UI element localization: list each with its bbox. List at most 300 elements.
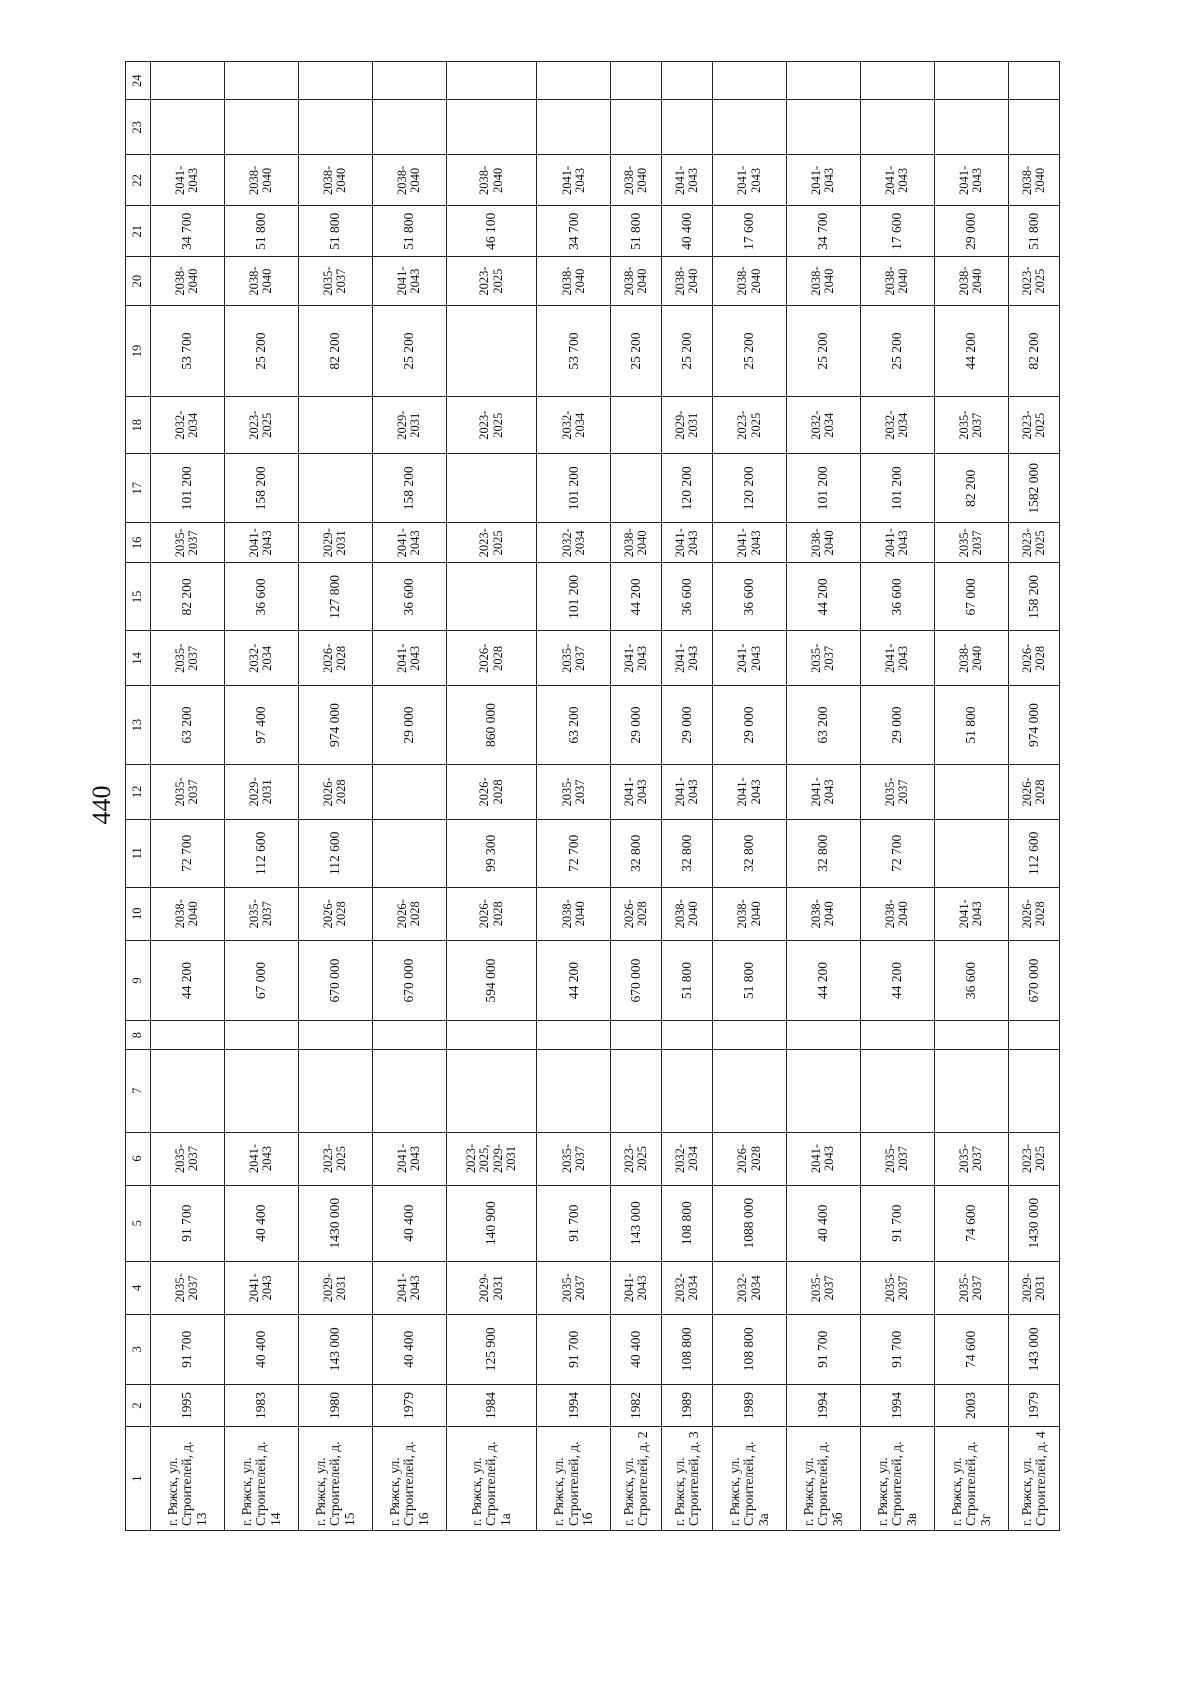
table-cell: 1984 bbox=[446, 1384, 536, 1426]
table-cell bbox=[611, 454, 662, 523]
address-cell: г. Ряжск, ул. Строителей, д. 13 bbox=[151, 1427, 225, 1531]
table-cell bbox=[934, 1021, 1008, 1050]
table-cell bbox=[151, 1021, 225, 1050]
table-cell: 99 300 bbox=[446, 819, 536, 887]
table-cell: 2038-2040 bbox=[860, 887, 934, 940]
table-cell: 2041-2043 bbox=[787, 764, 861, 819]
table-cell: 101 200 bbox=[860, 454, 934, 523]
table-cell: 1430 000 bbox=[298, 1185, 372, 1261]
table-cell bbox=[1008, 1021, 1059, 1050]
address-cell: г. Ряжск, ул. Строителей, д. 14 bbox=[224, 1427, 298, 1531]
table-cell: 2026-2028 bbox=[298, 887, 372, 940]
table-cell: 44 200 bbox=[537, 940, 611, 1021]
table-row bbox=[662, 62, 713, 1531]
table-cell: 1430 000 bbox=[1008, 1185, 1059, 1261]
table-cell bbox=[1008, 1049, 1059, 1132]
table-cell: 2041-2043 bbox=[934, 887, 1008, 940]
table-cell: 2035-2037 bbox=[537, 1261, 611, 1314]
table-cell bbox=[537, 1049, 611, 1132]
table-cell: 72 700 bbox=[860, 819, 934, 887]
table-cell: 2023-2025 bbox=[224, 397, 298, 454]
column-header-4: 4 bbox=[126, 1261, 151, 1314]
table-cell: 2035-2037 bbox=[537, 1132, 611, 1185]
table-cell: 51 800 bbox=[372, 206, 446, 257]
table-cell: 1980 bbox=[298, 1384, 372, 1426]
table-cell: 2038-2040 bbox=[662, 887, 713, 940]
table-cell bbox=[298, 100, 372, 155]
table-cell bbox=[713, 100, 787, 155]
table-cell: 91 700 bbox=[537, 1314, 611, 1384]
table-cell: 2041-2043 bbox=[713, 764, 787, 819]
table-cell: 2041-2043 bbox=[860, 155, 934, 206]
table-cell: 2023-2025 bbox=[1008, 397, 1059, 454]
table-cell bbox=[537, 1021, 611, 1050]
table-cell: 2032-2034 bbox=[224, 631, 298, 686]
table-cell: 2023-2025 bbox=[446, 523, 536, 563]
table-cell: 2026-2028 bbox=[372, 887, 446, 940]
table-cell: 2038-2040 bbox=[787, 523, 861, 563]
table-cell: 101 200 bbox=[537, 454, 611, 523]
table-row bbox=[151, 62, 225, 1531]
table-cell: 2038-2040 bbox=[224, 257, 298, 306]
table-cell: 51 800 bbox=[934, 686, 1008, 764]
table-cell bbox=[224, 100, 298, 155]
table-cell: 2035-2037 bbox=[298, 257, 372, 306]
table-cell bbox=[372, 764, 446, 819]
table-cell bbox=[662, 1049, 713, 1132]
address-cell: г. Ряжск, ул. Строителей, д. 3в bbox=[860, 1427, 934, 1531]
table-row bbox=[1008, 62, 1059, 1531]
table-cell: 2026-2028 bbox=[298, 631, 372, 686]
table-cell: 2026-2028 bbox=[713, 1132, 787, 1185]
table-cell: 82 200 bbox=[298, 305, 372, 396]
table-cell: 53 700 bbox=[151, 305, 225, 396]
column-header-23: 23 bbox=[126, 100, 151, 155]
table-cell: 2038-2040 bbox=[611, 155, 662, 206]
table-cell: 34 700 bbox=[151, 206, 225, 257]
table-cell: 32 800 bbox=[787, 819, 861, 887]
table-cell bbox=[662, 1021, 713, 1050]
table-cell: 82 200 bbox=[151, 563, 225, 631]
column-header-20: 20 bbox=[126, 257, 151, 306]
address-cell: г. Ряжск, ул. Строителей, д. 4 bbox=[1008, 1427, 1059, 1531]
table-cell: 2041-2043 bbox=[662, 155, 713, 206]
table-cell: 2032-2034 bbox=[787, 397, 861, 454]
table-cell: 91 700 bbox=[537, 1185, 611, 1261]
table-cell bbox=[860, 62, 934, 100]
address-cell: г. Ряжск, ул. Строителей, д. 3 bbox=[662, 1427, 713, 1531]
table-cell: 594 000 bbox=[446, 940, 536, 1021]
table-cell bbox=[298, 62, 372, 100]
table-cell: 2035-2037 bbox=[151, 631, 225, 686]
table-cell bbox=[446, 1021, 536, 1050]
table-cell: 1989 bbox=[662, 1384, 713, 1426]
table-cell: 2035-2037 bbox=[934, 523, 1008, 563]
table-cell: 2023-2025, 2029-2031 bbox=[446, 1132, 536, 1185]
column-header-2: 2 bbox=[126, 1384, 151, 1426]
table-cell: 44 200 bbox=[934, 305, 1008, 396]
table-cell: 44 200 bbox=[787, 563, 861, 631]
table-cell: 36 600 bbox=[713, 563, 787, 631]
table-cell: 2026-2028 bbox=[611, 887, 662, 940]
table-cell: 2041-2043 bbox=[934, 155, 1008, 206]
column-header-3: 3 bbox=[126, 1314, 151, 1384]
table-cell: 46 100 bbox=[446, 206, 536, 257]
table-cell: 2035-2037 bbox=[787, 1261, 861, 1314]
table-cell: 2026-2028 bbox=[446, 887, 536, 940]
table-cell: 40 400 bbox=[372, 1314, 446, 1384]
table-cell: 40 400 bbox=[224, 1314, 298, 1384]
table-cell: 63 200 bbox=[537, 686, 611, 764]
table-cell bbox=[224, 1049, 298, 1132]
table-cell: 2038-2040 bbox=[151, 257, 225, 306]
table-cell: 91 700 bbox=[151, 1314, 225, 1384]
table-cell: 2041-2043 bbox=[611, 1261, 662, 1314]
table-cell: 29 000 bbox=[713, 686, 787, 764]
table-cell: 36 600 bbox=[662, 563, 713, 631]
table-cell: 1979 bbox=[372, 1384, 446, 1426]
table-cell bbox=[860, 1021, 934, 1050]
table-row bbox=[298, 62, 372, 1531]
table-cell: 974 000 bbox=[298, 686, 372, 764]
table-cell: 63 200 bbox=[151, 686, 225, 764]
table-cell bbox=[860, 1049, 934, 1132]
table-cell bbox=[151, 100, 225, 155]
table-cell: 2035-2037 bbox=[537, 764, 611, 819]
table-cell: 2038-2040 bbox=[662, 257, 713, 306]
table-cell bbox=[446, 1049, 536, 1132]
table-cell bbox=[372, 1021, 446, 1050]
table-cell: 72 700 bbox=[151, 819, 225, 887]
table-cell: 2038-2040 bbox=[713, 887, 787, 940]
table-cell: 2041-2043 bbox=[224, 523, 298, 563]
column-header-9: 9 bbox=[126, 940, 151, 1021]
table-cell: 25 200 bbox=[860, 305, 934, 396]
table-cell: 2032-2034 bbox=[537, 523, 611, 563]
column-header-12: 12 bbox=[126, 764, 151, 819]
table-cell bbox=[934, 1049, 1008, 1132]
table-cell: 974 000 bbox=[1008, 686, 1059, 764]
table-cell: 1582 000 bbox=[1008, 454, 1059, 523]
table-cell: 2026-2028 bbox=[298, 764, 372, 819]
address-cell: г. Ряжск, ул. Строителей, д. 2 bbox=[611, 1427, 662, 1531]
table-cell: 74 600 bbox=[934, 1185, 1008, 1261]
table-cell: 2035-2037 bbox=[934, 1132, 1008, 1185]
table-cell: 143 000 bbox=[611, 1185, 662, 1261]
table-cell bbox=[372, 62, 446, 100]
column-header-13: 13 bbox=[126, 686, 151, 764]
table-cell: 2041-2043 bbox=[713, 155, 787, 206]
table-cell bbox=[537, 62, 611, 100]
table-cell: 143 000 bbox=[1008, 1314, 1059, 1384]
table-cell bbox=[298, 454, 372, 523]
table-cell bbox=[713, 62, 787, 100]
column-header-6: 6 bbox=[126, 1132, 151, 1185]
table-cell: 1994 bbox=[787, 1384, 861, 1426]
table-cell: 2035-2037 bbox=[860, 1132, 934, 1185]
table-cell: 25 200 bbox=[611, 305, 662, 396]
table-cell bbox=[611, 1021, 662, 1050]
table-cell: 2026-2028 bbox=[1008, 887, 1059, 940]
table-cell: 2023-2025 bbox=[611, 1132, 662, 1185]
table-cell: 2038-2040 bbox=[934, 257, 1008, 306]
table-cell bbox=[934, 764, 1008, 819]
table-cell: 2038-2040 bbox=[1008, 155, 1059, 206]
table-cell: 1995 bbox=[151, 1384, 225, 1426]
column-header-10: 10 bbox=[126, 887, 151, 940]
table-cell: 51 800 bbox=[298, 206, 372, 257]
table-cell: 2023-2025 bbox=[1008, 257, 1059, 306]
table-cell: 91 700 bbox=[860, 1314, 934, 1384]
column-header-7: 7 bbox=[126, 1049, 151, 1132]
table-cell: 25 200 bbox=[662, 305, 713, 396]
table-cell: 2041-2043 bbox=[860, 631, 934, 686]
table-cell: 44 200 bbox=[787, 940, 861, 1021]
table-row bbox=[860, 62, 934, 1531]
table-cell: 2041-2043 bbox=[372, 523, 446, 563]
table-cell: 158 200 bbox=[372, 454, 446, 523]
table-cell: 29 000 bbox=[662, 686, 713, 764]
table-cell: 36 600 bbox=[934, 940, 1008, 1021]
table-cell: 101 200 bbox=[787, 454, 861, 523]
table-cell: 2041-2043 bbox=[662, 631, 713, 686]
table-cell: 2038-2040 bbox=[537, 257, 611, 306]
table-cell: 2041-2043 bbox=[713, 523, 787, 563]
page-number: 440 bbox=[87, 785, 116, 825]
table-cell bbox=[860, 100, 934, 155]
table-cell: 63 200 bbox=[787, 686, 861, 764]
table-cell: 120 200 bbox=[662, 454, 713, 523]
table-cell: 2041-2043 bbox=[860, 523, 934, 563]
table-cell: 670 000 bbox=[611, 940, 662, 1021]
column-header-16: 16 bbox=[126, 523, 151, 563]
column-header-17: 17 bbox=[126, 454, 151, 523]
table-cell: 2029-2031 bbox=[446, 1261, 536, 1314]
table-cell: 82 200 bbox=[934, 454, 1008, 523]
table-cell: 860 000 bbox=[446, 686, 536, 764]
table-cell bbox=[1008, 100, 1059, 155]
table-cell: 32 800 bbox=[713, 819, 787, 887]
table-cell: 67 000 bbox=[224, 940, 298, 1021]
table-cell bbox=[224, 1021, 298, 1050]
table-cell bbox=[611, 397, 662, 454]
table-cell: 2032-2034 bbox=[662, 1261, 713, 1314]
table-cell: 2041-2043 bbox=[224, 1261, 298, 1314]
table-cell: 2035-2037 bbox=[151, 1261, 225, 1314]
table-cell: 2041-2043 bbox=[662, 523, 713, 563]
table-cell: 2029-2031 bbox=[662, 397, 713, 454]
table-cell: 2029-2031 bbox=[298, 1261, 372, 1314]
table-cell: 40 400 bbox=[224, 1185, 298, 1261]
table-cell: 25 200 bbox=[224, 305, 298, 396]
table-cell: 51 800 bbox=[662, 940, 713, 1021]
table-cell: 2032-2034 bbox=[713, 1261, 787, 1314]
address-cell: г. Ряжск, ул. Строителей, д. 3г bbox=[934, 1427, 1008, 1531]
table-cell: 108 800 bbox=[662, 1314, 713, 1384]
table-cell bbox=[151, 62, 225, 100]
table-cell: 2038-2040 bbox=[446, 155, 536, 206]
table-cell bbox=[446, 563, 536, 631]
table-cell bbox=[787, 62, 861, 100]
table-cell: 1994 bbox=[860, 1384, 934, 1426]
table-cell: 2035-2037 bbox=[934, 1261, 1008, 1314]
table-cell: 74 600 bbox=[934, 1314, 1008, 1384]
address-cell: г. Ряжск, ул. Строителей, д. 1а bbox=[446, 1427, 536, 1531]
table-cell: 29 000 bbox=[372, 686, 446, 764]
table-cell bbox=[611, 100, 662, 155]
table-cell bbox=[611, 1049, 662, 1132]
table-row bbox=[537, 62, 611, 1531]
column-header-18: 18 bbox=[126, 397, 151, 454]
table-cell: 36 600 bbox=[224, 563, 298, 631]
table-cell: 29 000 bbox=[860, 686, 934, 764]
table-cell: 51 800 bbox=[1008, 206, 1059, 257]
table-cell: 2041-2043 bbox=[372, 1132, 446, 1185]
table-cell: 36 600 bbox=[860, 563, 934, 631]
table-cell: 2041-2043 bbox=[611, 764, 662, 819]
table-cell: 2023-2025 bbox=[446, 397, 536, 454]
table-cell: 2038-2040 bbox=[787, 887, 861, 940]
table-cell bbox=[537, 100, 611, 155]
address-cell: г. Ряжск, ул. Строителей, д. 15 bbox=[298, 1427, 372, 1531]
table-cell: 2041-2043 bbox=[787, 1132, 861, 1185]
table-cell bbox=[298, 1021, 372, 1050]
table-cell: 67 000 bbox=[934, 563, 1008, 631]
table-cell: 2035-2037 bbox=[787, 631, 861, 686]
table-cell: 2038-2040 bbox=[537, 887, 611, 940]
table-cell: 2029-2031 bbox=[1008, 1261, 1059, 1314]
schedule-table bbox=[125, 61, 1060, 1531]
table-cell: 2023-2025 bbox=[1008, 1132, 1059, 1185]
table-cell: 108 800 bbox=[713, 1314, 787, 1384]
column-header-14: 14 bbox=[126, 631, 151, 686]
column-header-1: 1 bbox=[126, 1427, 151, 1531]
table-cell: 2032-2034 bbox=[537, 397, 611, 454]
table-cell: 2038-2040 bbox=[611, 523, 662, 563]
table-cell: 2038-2040 bbox=[860, 257, 934, 306]
table-cell: 2035-2037 bbox=[224, 887, 298, 940]
table-cell: 25 200 bbox=[713, 305, 787, 396]
table-cell: 44 200 bbox=[151, 940, 225, 1021]
table-cell: 2023-2025 bbox=[446, 257, 536, 306]
table-cell: 25 200 bbox=[787, 305, 861, 396]
table-cell: 2038-2040 bbox=[298, 155, 372, 206]
table-cell: 2003 bbox=[934, 1384, 1008, 1426]
table-cell: 143 000 bbox=[298, 1314, 372, 1384]
table-cell: 32 800 bbox=[662, 819, 713, 887]
table-row bbox=[787, 62, 861, 1531]
table-cell bbox=[224, 62, 298, 100]
table-cell: 2026-2028 bbox=[446, 764, 536, 819]
table-cell bbox=[611, 62, 662, 100]
table-cell: 2035-2037 bbox=[151, 1132, 225, 1185]
table-row bbox=[934, 62, 1008, 1531]
address-cell: г. Ряжск, ул. Строителей, д. 16 bbox=[372, 1427, 446, 1531]
table-cell: 2035-2037 bbox=[934, 397, 1008, 454]
column-header-11: 11 bbox=[126, 819, 151, 887]
table-cell bbox=[713, 1049, 787, 1132]
column-header-5: 5 bbox=[126, 1185, 151, 1261]
table-cell: 2023-2025 bbox=[298, 1132, 372, 1185]
table-cell: 158 200 bbox=[1008, 563, 1059, 631]
table-row bbox=[446, 62, 536, 1531]
table-cell: 2023-2025 bbox=[713, 397, 787, 454]
table-cell bbox=[787, 100, 861, 155]
table-cell: 1088 000 bbox=[713, 1185, 787, 1261]
table-cell bbox=[372, 1049, 446, 1132]
table-cell: 72 700 bbox=[537, 819, 611, 887]
table-cell: 2041-2043 bbox=[151, 155, 225, 206]
address-cell: г. Ряжск, ул. Строителей, д. 3а bbox=[713, 1427, 787, 1531]
table-cell: 17 600 bbox=[860, 206, 934, 257]
table-cell: 44 200 bbox=[611, 563, 662, 631]
table-cell: 2041-2043 bbox=[372, 1261, 446, 1314]
address-cell: г. Ряжск, ул. Строителей, д. 3б bbox=[787, 1427, 861, 1531]
table-row bbox=[372, 62, 446, 1531]
table-cell: 2029-2031 bbox=[224, 764, 298, 819]
table-cell bbox=[372, 100, 446, 155]
table-cell: 53 700 bbox=[537, 305, 611, 396]
table-cell: 2035-2037 bbox=[537, 631, 611, 686]
column-header-22: 22 bbox=[126, 155, 151, 206]
table-cell: 2041-2043 bbox=[372, 257, 446, 306]
table-cell: 91 700 bbox=[787, 1314, 861, 1384]
table-cell: 2038-2040 bbox=[372, 155, 446, 206]
table-cell bbox=[446, 100, 536, 155]
table-cell bbox=[372, 819, 446, 887]
table-cell: 2023-2025 bbox=[1008, 523, 1059, 563]
table-cell: 2041-2043 bbox=[537, 155, 611, 206]
table-cell: 101 200 bbox=[537, 563, 611, 631]
table-cell: 40 400 bbox=[662, 206, 713, 257]
table-cell: 670 000 bbox=[298, 940, 372, 1021]
table-cell: 127 800 bbox=[298, 563, 372, 631]
table-cell: 34 700 bbox=[787, 206, 861, 257]
table-cell bbox=[934, 62, 1008, 100]
table-cell: 51 800 bbox=[224, 206, 298, 257]
table-cell: 51 800 bbox=[713, 940, 787, 1021]
table-cell: 82 200 bbox=[1008, 305, 1059, 396]
table-cell: 36 600 bbox=[372, 563, 446, 631]
table-cell: 112 600 bbox=[298, 819, 372, 887]
column-header-8: 8 bbox=[126, 1021, 151, 1050]
table-cell: 2032-2034 bbox=[860, 397, 934, 454]
table-cell: 2032-2034 bbox=[151, 397, 225, 454]
table-cell bbox=[151, 1049, 225, 1132]
table-cell: 2038-2040 bbox=[611, 257, 662, 306]
table-cell: 25 200 bbox=[372, 305, 446, 396]
column-header-19: 19 bbox=[126, 305, 151, 396]
table-cell: 670 000 bbox=[1008, 940, 1059, 1021]
table-cell bbox=[662, 100, 713, 155]
table-cell: 670 000 bbox=[372, 940, 446, 1021]
table-cell: 2035-2037 bbox=[860, 1261, 934, 1314]
table-cell: 2041-2043 bbox=[611, 631, 662, 686]
table-cell: 2029-2031 bbox=[372, 397, 446, 454]
table-cell: 40 400 bbox=[611, 1314, 662, 1384]
table-cell: 2038-2040 bbox=[787, 257, 861, 306]
address-cell: г. Ряжск, ул. Строителей, д. 1б bbox=[537, 1427, 611, 1531]
table-cell: 51 800 bbox=[611, 206, 662, 257]
table-cell bbox=[934, 819, 1008, 887]
table-cell: 17 600 bbox=[713, 206, 787, 257]
table-cell: 158 200 bbox=[224, 454, 298, 523]
table-cell: 2041-2043 bbox=[713, 631, 787, 686]
table-cell bbox=[298, 397, 372, 454]
table-container bbox=[125, 61, 1060, 1531]
table-cell: 2041-2043 bbox=[787, 155, 861, 206]
column-header-15: 15 bbox=[126, 563, 151, 631]
